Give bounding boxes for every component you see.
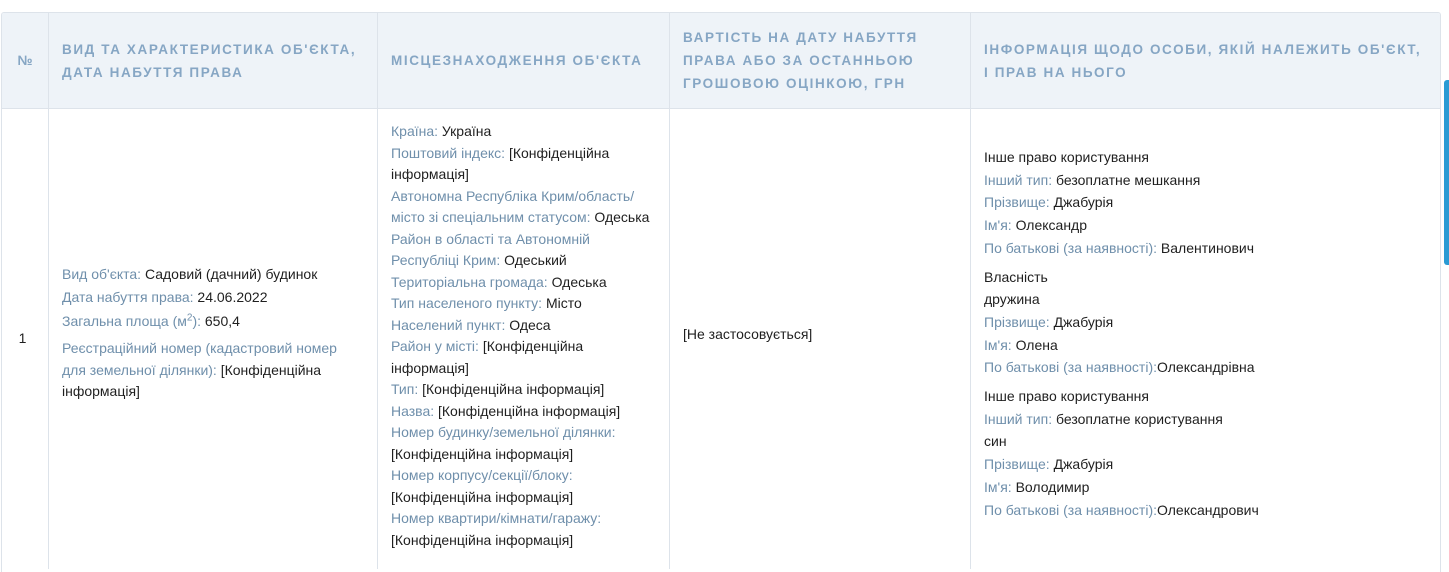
object-type-value: Садовий (дачний) будинок xyxy=(144,265,318,282)
location-field xyxy=(391,379,656,401)
location-field xyxy=(391,272,656,294)
location-field-label: Територіальна громада: xyxy=(391,273,552,290)
owner-cell xyxy=(971,109,1440,569)
other-type-value: безоплатне користування xyxy=(1055,410,1223,427)
area-value: 650,4 xyxy=(204,312,240,329)
location-field-label: Автономна Республіка Крим/область/місто зі спеціальним статусом: xyxy=(391,187,635,225)
location-field-label: Номер будинку/земельної ділянки: xyxy=(391,424,616,440)
surname-label: Прізвище: xyxy=(984,313,1054,330)
surname-label: Прізвище: xyxy=(984,194,1054,211)
location-field-value: Одеса xyxy=(509,316,551,333)
surname-label: Прізвище: xyxy=(984,456,1054,473)
location-field-label: Тип: xyxy=(391,381,423,397)
registration-number-value: [Конфіденційна інформація] xyxy=(62,361,322,399)
right-type: Власність xyxy=(984,268,1048,285)
header-location: МІСЦЕЗНАХОДЖЕННЯ ОБ'ЄКТА xyxy=(378,13,670,108)
name-label: Ім'я: xyxy=(984,336,1016,353)
location-field-value: Одеська xyxy=(551,273,607,290)
location-field xyxy=(391,401,656,423)
object-cell xyxy=(49,109,378,569)
right-type: Інше право користування xyxy=(984,388,1149,405)
location-field xyxy=(391,315,656,337)
surname-value: Джабурія xyxy=(1053,194,1114,211)
location-field-value: Україна xyxy=(441,123,492,139)
owner-group-2 xyxy=(984,266,1427,380)
header-object: ВИД ТА ХАРАКТЕРИСТИКА ОБ'ЄКТА, ДАТА НАБУТТЯ ПРАВА xyxy=(49,13,378,108)
name-value: Олена xyxy=(1015,336,1058,353)
location-field-value: [Конфіденційна інформація] xyxy=(422,381,605,397)
location-field xyxy=(391,336,656,379)
name-value: Олександр xyxy=(1015,217,1088,234)
table-header xyxy=(2,13,1440,109)
acquisition-date-label: Дата набуття права: xyxy=(62,289,198,305)
other-type-label: Інший тип: xyxy=(984,171,1056,188)
header-value: ВАРТІСТЬ НА ДАТУ НАБУТТЯ ПРАВА АБО ЗА ОСТАННЬОЮ ГРОШОВОЮ ОЦІНКОЮ, ГРН xyxy=(670,13,971,108)
owner-group-3 xyxy=(984,385,1427,521)
location-field-label: Номер корпусу/секції/блоку: xyxy=(391,467,573,483)
side-scroll-tab[interactable] xyxy=(1444,80,1449,265)
patronymic-value: Олександрівна xyxy=(1157,359,1255,376)
location-field xyxy=(391,508,656,551)
surname-value: Джабурія xyxy=(1053,456,1114,473)
value-text: [Не застосовується] xyxy=(683,326,813,343)
location-cell xyxy=(378,109,670,569)
location-field-value: Одеська xyxy=(594,209,650,225)
surname-value: Джабурія xyxy=(1053,313,1114,330)
patronymic-value: Валентинович xyxy=(1160,239,1255,256)
location-field-label: Населений пункт: xyxy=(391,316,510,333)
name-label: Ім'я: xyxy=(984,478,1016,495)
row-number: 1 xyxy=(2,109,49,569)
other-type-label: Інший тип: xyxy=(984,410,1056,427)
location-field-label: Номер квартири/кімнати/гаражу: xyxy=(391,510,602,526)
other-type-value: безоплатне мешкання xyxy=(1055,171,1201,188)
location-field-label: Район в області та Автономній Республіці Крим: xyxy=(391,230,591,268)
location-field xyxy=(391,121,656,143)
location-field-value: [Конфіденційна інформація] xyxy=(438,402,621,419)
location-field-value: Місто xyxy=(545,295,582,311)
location-field-value: [Конфіденційна інформація] xyxy=(391,144,610,182)
location-field xyxy=(391,465,656,508)
table-row xyxy=(2,109,1440,569)
header-owner: ІНФОРМАЦІЯ ЩОДО ОСОБИ, ЯКІЙ НАЛЕЖИТЬ ОБ'ЄКТ, І ПРАВ НА НЬОГО xyxy=(984,41,1422,80)
location-field-value: [Конфіденційна інформація] xyxy=(391,531,574,548)
patronymic-label: По батькові (за наявності): xyxy=(984,501,1158,518)
right-type: Інше право користування xyxy=(984,149,1149,165)
name-label: Ім'я: xyxy=(984,217,1016,234)
location-list xyxy=(391,109,656,551)
header-num: № xyxy=(2,13,49,108)
location-field-label: Тип населеного пункту: xyxy=(391,295,546,311)
name-value: Володимир xyxy=(1015,478,1090,495)
area-label: Загальна площа $(м^2)$: xyxy=(62,311,205,329)
owner-group-1 xyxy=(984,146,1427,260)
location-field xyxy=(391,293,656,315)
location-field-value: [Конфіденційна інформація] xyxy=(391,338,584,376)
location-field-value: Одеський xyxy=(504,252,567,268)
patronymic-label: По батькові (за наявності): xyxy=(984,359,1158,376)
object-type-label: Вид об'єкта: xyxy=(62,265,145,282)
location-field xyxy=(391,186,656,229)
relation: син xyxy=(984,433,1007,450)
patronymic-label: По батькові (за наявності): xyxy=(984,239,1161,256)
location-field-value: [Конфіденційна інформація] xyxy=(391,488,574,505)
location-field-label: Поштовий індекс: xyxy=(391,144,509,161)
relation: дружина xyxy=(984,291,1040,308)
value-cell xyxy=(670,109,971,569)
location-field-label: Назва: xyxy=(391,402,439,419)
location-field-label: Країна: xyxy=(391,123,442,139)
registration-number-label: Реєстраційний номер (кадастровий номер для земельної ділянки): xyxy=(62,340,337,378)
declaration-table xyxy=(1,12,1441,572)
location-field xyxy=(391,422,656,465)
location-field-value: [Конфіденційна інформація] xyxy=(391,445,574,462)
location-field-label: Район у місті: xyxy=(391,338,483,354)
patronymic-value: Олександрович xyxy=(1157,501,1259,518)
acquisition-date-value: 24.06.2022 xyxy=(197,289,268,305)
location-field xyxy=(391,143,656,186)
location-field xyxy=(391,229,656,272)
